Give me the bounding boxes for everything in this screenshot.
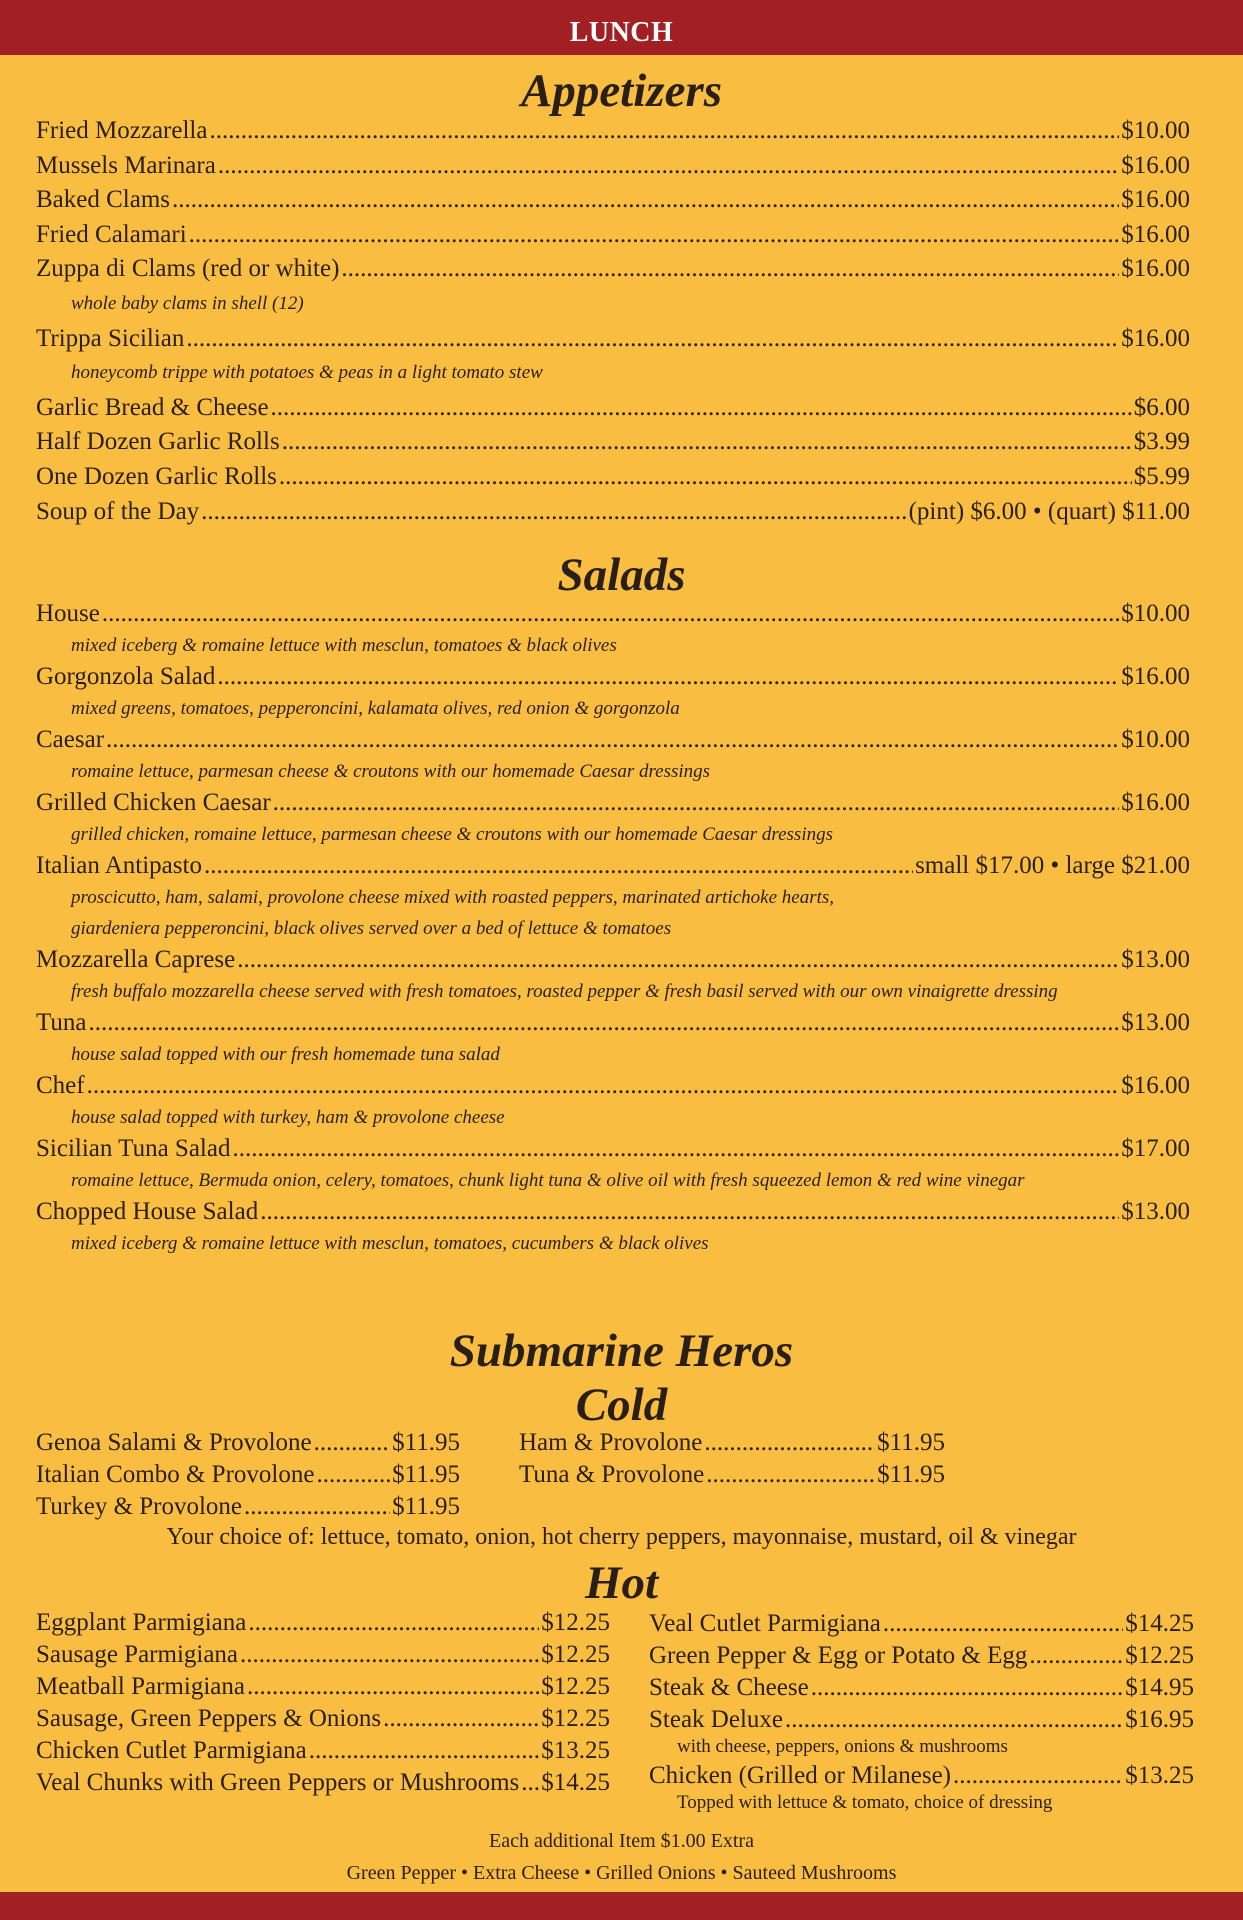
appetizer-item	[36, 114, 1190, 149]
item-price: $11.95	[877, 1461, 945, 1488]
item-name: Sausage, Green Peppers & Onions	[36, 1705, 382, 1732]
item-price: $16.00	[1121, 1072, 1190, 1099]
item-name: Caesar	[36, 726, 105, 753]
item-price: $13.00	[1121, 1198, 1190, 1225]
item-name: One Dozen Garlic Rolls	[36, 462, 277, 490]
item-name: Green Pepper & Egg or Potato & Egg	[649, 1642, 1028, 1669]
dot-leader	[341, 252, 1119, 287]
appetizer-item	[36, 391, 1190, 426]
salad-item	[36, 1133, 1190, 1165]
dot-leader	[883, 1608, 1123, 1640]
dot-leader	[102, 598, 1119, 630]
item-name: Mussels Marinara	[36, 151, 216, 179]
dot-leader	[282, 425, 1132, 460]
salads-list	[36, 598, 1190, 1259]
dot-leader	[106, 724, 1119, 756]
item-price: $16.95	[1125, 1706, 1194, 1733]
hot-hero-item	[649, 1608, 1194, 1640]
salad-item	[36, 944, 1190, 976]
item-name: Half Dozen Garlic Rolls	[36, 428, 280, 456]
item-description: fresh buffalo mozzarella cheese served with fresh tomatoes, roasted pepper & fresh basil served with our own vinaigrette dressing	[71, 981, 1058, 1002]
item-name: Tuna	[36, 1009, 87, 1036]
item-note: Topped with lettuce & tomato, choice of dressing	[677, 1792, 1053, 1813]
item-name: Meatball Parmigiana	[36, 1673, 245, 1700]
salad-item	[36, 1196, 1190, 1228]
cold-hero-item	[36, 1491, 460, 1523]
dot-leader	[217, 661, 1119, 693]
item-price: (pint) $6.00 • (quart) $11.00	[908, 497, 1190, 525]
hot-hero-item	[36, 1671, 610, 1703]
dot-leader	[172, 183, 1119, 218]
item-price: $5.99	[1133, 462, 1190, 490]
dot-leader	[201, 495, 906, 530]
bottom-bar	[0, 1892, 1243, 1920]
item-price: $12.25	[541, 1609, 610, 1636]
dot-leader	[383, 1703, 539, 1735]
item-price: $11.95	[392, 1493, 460, 1520]
item-name: Eggplant Parmigiana	[36, 1609, 247, 1636]
item-price: $13.25	[541, 1737, 610, 1764]
item-name: House	[36, 600, 100, 627]
cold-hero-item	[519, 1427, 945, 1459]
item-price: $3.99	[1133, 428, 1190, 456]
dot-leader	[244, 1491, 390, 1523]
item-price: $17.00	[1121, 1135, 1190, 1162]
appetizer-item	[36, 425, 1190, 460]
item-price: $14.25	[1125, 1610, 1194, 1637]
dot-leader	[279, 460, 1132, 495]
extra-item-note: Each additional Item $1.00 Extra	[489, 1830, 754, 1852]
cold-hero-item	[519, 1459, 945, 1491]
dot-leader	[87, 1070, 1120, 1102]
hot-hero-item	[649, 1672, 1194, 1704]
item-name: Chicken Cutlet Parmigiana	[36, 1737, 307, 1764]
hot-hero-item	[36, 1767, 610, 1799]
dot-leader	[271, 391, 1132, 426]
dot-leader	[189, 218, 1120, 253]
lunch-banner: LUNCH	[0, 0, 1243, 55]
salad-item	[36, 724, 1190, 756]
item-name: Veal Chunks with Green Peppers or Mushrooms	[36, 1769, 520, 1796]
item-name: Sicilian Tuna Salad	[36, 1135, 231, 1162]
hot-left-column	[36, 1607, 610, 1799]
item-name: Turkey & Provolone	[36, 1493, 243, 1520]
item-name: Italian Antipasto	[36, 852, 202, 879]
item-description: proscicutto, ham, salami, provolone cheese mixed with roasted peppers, marinated artichoke hearts,	[71, 887, 835, 908]
item-price: $16.00	[1121, 151, 1190, 179]
salad-item	[36, 850, 1190, 882]
dot-leader	[811, 1672, 1124, 1704]
hot-hero-item	[649, 1760, 1194, 1792]
item-name: Soup of the Day	[36, 497, 200, 525]
item-price: $10.00	[1121, 600, 1190, 627]
item-name: Ham & Provolone	[519, 1429, 703, 1456]
cold-left-column	[36, 1427, 460, 1523]
item-price: $6.00	[1133, 393, 1190, 421]
appetizers-list	[36, 114, 1190, 529]
appetizer-item	[36, 322, 1190, 357]
item-note: with cheese, peppers, onions & mushrooms	[677, 1736, 1008, 1757]
item-name: Gorgonzola Salad	[36, 663, 216, 690]
item-name: Chopped House Salad	[36, 1198, 259, 1225]
cold-hero-item	[36, 1459, 460, 1491]
dot-leader	[273, 787, 1120, 819]
hot-hero-item	[649, 1704, 1194, 1736]
dot-leader	[186, 322, 1119, 357]
hot-title: Hot	[584, 1557, 659, 1609]
item-price: $16.00	[1121, 220, 1190, 248]
dot-leader	[953, 1760, 1123, 1792]
item-name: Veal Cutlet Parmigiana	[649, 1610, 881, 1637]
item-price: small $17.00 • large $21.00	[915, 852, 1190, 879]
hot-right-column	[649, 1608, 1194, 1816]
dot-leader	[89, 1007, 1120, 1039]
item-description: honeycomb trippe with potatoes & peas in a light tomato stew	[71, 362, 543, 384]
hot-hero-item	[36, 1639, 610, 1671]
item-price: $10.00	[1121, 117, 1190, 144]
item-price: $12.25	[1125, 1642, 1194, 1669]
dot-leader	[309, 1735, 539, 1767]
submarine-heros-title: Submarine Heros	[449, 1325, 794, 1377]
item-name: Chicken (Grilled or Milanese)	[649, 1762, 951, 1789]
dot-leader	[1029, 1640, 1123, 1672]
item-price: $14.95	[1125, 1674, 1194, 1701]
item-description: whole baby clams in shell (12)	[71, 292, 304, 314]
item-price: $12.25	[541, 1673, 610, 1700]
appetizers-title: Appetizers	[520, 65, 723, 117]
dot-leader	[316, 1459, 390, 1491]
appetizer-item	[36, 252, 1190, 287]
item-price: $11.95	[392, 1429, 460, 1456]
salad-item	[36, 661, 1190, 693]
item-price: $16.00	[1121, 789, 1190, 816]
dot-leader	[237, 944, 1119, 976]
dot-leader	[240, 1639, 539, 1671]
dot-leader	[218, 149, 1119, 184]
dot-leader	[314, 1427, 391, 1459]
dot-leader	[260, 1196, 1119, 1228]
hot-hero-item	[36, 1607, 610, 1639]
cold-choice-note: Your choice of: lettuce, tomato, onion, hot cherry peppers, mayonnaise, mustard, oil & vinegar	[166, 1524, 1077, 1550]
item-price: $13.25	[1125, 1762, 1194, 1789]
hot-hero-item	[36, 1735, 610, 1767]
item-price: $12.25	[541, 1641, 610, 1668]
item-description: mixed iceberg & romaine lettuce with mesclun, tomatoes, cucumbers & black olives	[71, 1233, 709, 1254]
salad-item	[36, 1070, 1190, 1102]
item-name: Garlic Bread & Cheese	[36, 393, 269, 421]
item-price: $11.95	[392, 1461, 460, 1488]
item-name: Fried Mozzarella	[36, 117, 208, 144]
item-name: Italian Combo & Provolone	[36, 1461, 315, 1488]
dot-leader	[248, 1607, 539, 1639]
hot-hero-item	[649, 1640, 1194, 1672]
dot-leader	[706, 1459, 875, 1491]
appetizer-item	[36, 460, 1190, 495]
item-name: Trippa Sicilian	[36, 324, 185, 352]
appetizer-item	[36, 495, 1190, 530]
item-price: $11.95	[877, 1429, 945, 1456]
appetizer-item	[36, 218, 1190, 253]
item-description: house salad topped with turkey, ham & provolone cheese	[71, 1107, 505, 1128]
dot-leader	[247, 1671, 539, 1703]
dot-leader	[785, 1704, 1123, 1736]
appetizer-item	[36, 149, 1190, 184]
item-description: mixed greens, tomatoes, pepperoncini, kalamata olives, red onion & gorgonzola	[71, 698, 680, 719]
dot-leader	[232, 1133, 1119, 1165]
item-name: Steak Deluxe	[649, 1706, 783, 1733]
item-name: Zuppa di Clams (red or white)	[36, 255, 340, 283]
item-price: $14.25	[541, 1769, 610, 1796]
appetizer-item	[36, 183, 1190, 218]
item-name: Chef	[36, 1072, 85, 1099]
salad-item	[36, 1007, 1190, 1039]
salad-item	[36, 598, 1190, 630]
item-description: grilled chicken, romaine lettuce, parmesan cheese & croutons with our homemade Caesar dressings	[71, 824, 833, 845]
dot-leader	[204, 850, 913, 882]
dot-leader	[521, 1767, 539, 1799]
cold-title: Cold	[575, 1379, 668, 1431]
item-name: Mozzarella Caprese	[36, 946, 236, 973]
hot-hero-item	[36, 1703, 610, 1735]
item-name: Grilled Chicken Caesar	[36, 789, 271, 816]
extras-list: Green Pepper • Extra Cheese • Grilled Onions • Sauteed Mushrooms	[346, 1862, 897, 1884]
salad-item	[36, 787, 1190, 819]
item-name: Baked Clams	[36, 186, 171, 214]
item-price: $13.00	[1121, 1009, 1190, 1036]
item-description: romaine lettuce, parmesan cheese & croutons with our homemade Caesar dressings	[71, 761, 711, 782]
item-price: $10.00	[1121, 726, 1190, 753]
item-price: $16.00	[1121, 663, 1190, 690]
item-name: Tuna & Provolone	[519, 1461, 705, 1488]
item-price: $16.00	[1121, 324, 1190, 352]
item-description: romaine lettuce, Bermuda onion, celery, tomatoes, chunk light tuna & olive oil with fresh squeezed lemon & red wine vinegar	[71, 1170, 1025, 1191]
item-price: $13.00	[1121, 946, 1190, 973]
dot-leader	[209, 114, 1119, 149]
item-name: Sausage Parmigiana	[36, 1641, 239, 1668]
cold-right-column	[519, 1427, 945, 1491]
item-price: $16.00	[1121, 255, 1190, 283]
item-name: Genoa Salami & Provolone	[36, 1429, 312, 1456]
cold-hero-item	[36, 1427, 460, 1459]
salads-title: Salads	[557, 549, 686, 601]
item-description: mixed iceberg & romaine lettuce with mesclun, tomatoes & black olives	[71, 635, 617, 656]
item-name: Fried Calamari	[36, 220, 187, 248]
item-price: $12.25	[541, 1705, 610, 1732]
dot-leader	[704, 1427, 875, 1459]
item-description: house salad topped with our fresh homemade tuna salad	[71, 1044, 500, 1065]
item-description: giardeniera pepperoncini, black olives served over a bed of lettuce & tomatoes	[71, 918, 672, 939]
item-price: $16.00	[1121, 186, 1190, 214]
item-name: Steak & Cheese	[649, 1674, 809, 1701]
